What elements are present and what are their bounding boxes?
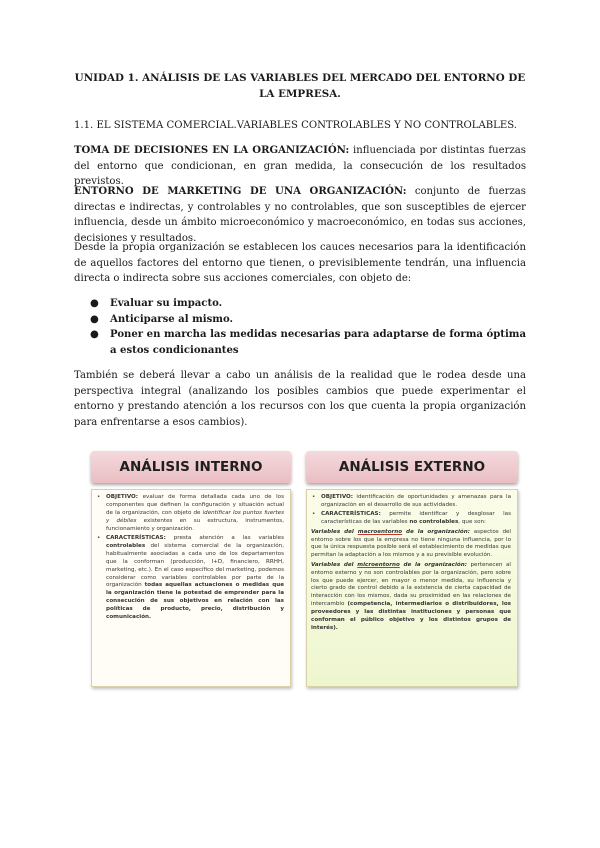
objetivo-text-2: existentes en su estructura, instrumentos, funcionamiento y organización. <box>106 517 284 532</box>
caracteristicas-text-2: , que son: <box>458 519 486 526</box>
caracteristicas-bold: no controlables <box>409 519 459 526</box>
list-item <box>311 511 511 527</box>
list-item <box>74 296 526 312</box>
list-item <box>311 494 511 510</box>
objetivo-label: OBJETIVO: <box>106 494 139 500</box>
macroentorno-block <box>311 529 511 561</box>
caracteristicas-text: permite identificar y desglosar las características de las variables <box>321 511 511 526</box>
lead-term: ENTORNO DE MARKETING DE UNA ORGANIZACIÓN: <box>74 186 407 197</box>
micro-bold: (competencia, intermediarios o distribuidores, los proveedores y las distintas instituciones y personas que conforman el público objetivo y los distintos grupos de interés). <box>311 601 511 631</box>
paragraph-analisis: También se deberá llevar a cabo un análisis de la realidad que le rodea desde una perspectiva integral (analizando los posibles cambios que puede experimentar el entorno y prestando atención a los recursos con los que cuenta la propia organización para enfrentarse a esos cambios). <box>74 370 526 428</box>
macro-label-term: macroentorno <box>357 528 403 535</box>
objetivo-text: evaluar de forma detallada cada uno de los componentes que definen la configuración y situación actual de la organización, con objeto de <box>106 494 284 516</box>
caracteristicas-bold: controlables <box>106 542 146 549</box>
section-subheading: 1.1. EL SISTEMA COMERCIAL.VARIABLES CONTROLABLES Y NO CONTROLABLES. <box>74 120 518 131</box>
list-item-text: Anticiparse al mismo. <box>110 313 234 325</box>
caracteristicas-text-2: del sistema comercial de la organización, habitualmente asociadas a cada uno de los departamentos que la conforman (producción, I+D, financiero, RRHH, marketing, etc.). En el caso específico del marketing, podemos considerar como variables controlables por parte de la organización <box>106 542 284 589</box>
paragraph-decisiones <box>74 143 526 190</box>
analysis-figure <box>88 443 522 696</box>
micro-label-pre: Variables del <box>311 561 358 568</box>
list-item <box>74 312 526 328</box>
internal-analysis-panel <box>91 451 291 687</box>
paragraph-text: conjunto de fuerzas directas e indirectas, y controlables y no controlables, que son susceptibles de ejercer influencia, desde un ámbito microeconómico y macroeconómico, en todas sus acciones, decisiones y resultados. <box>74 186 526 244</box>
bullet-icon: ● <box>90 298 99 309</box>
macro-label-pre: Variables del <box>311 528 358 535</box>
paragraph-text: influenciada por distintas fuerzas del entorno que condicionan, en gran medida, la consecución de los resultados previstos. <box>74 145 526 188</box>
lead-term: TOMA DE DECISIONES EN LA ORGANIZACIÓN: <box>74 145 350 156</box>
bullet-icon: ● <box>90 313 99 325</box>
list-item-text: Poner en marcha las medidas necesarias para adaptarse de forma óptima a estos condicionantes <box>110 329 526 356</box>
list-item-text: Evaluar su impacto. <box>110 298 223 309</box>
external-analysis-panel <box>306 451 518 687</box>
external-analysis-heading: ANÁLISIS EXTERNO <box>306 451 518 483</box>
internal-analysis-heading: ANÁLISIS INTERNO <box>91 451 291 483</box>
bullet-icon: • <box>97 494 101 500</box>
objectives-list <box>74 296 526 358</box>
macro-label-post: de la organización: <box>402 528 470 535</box>
micro-label-term: microentorno <box>357 561 400 568</box>
external-analysis-body <box>306 489 518 687</box>
objetivo-text: identificación de oportunidades y amenazas para la organización en el desarrollo de sus actividades. <box>321 494 511 508</box>
internal-analysis-body <box>91 489 291 687</box>
paragraph-organizacion: Desde la propia organización se establecen los cauces necesarios para la identificación de aquellos factores del entorno que tienen, o previsiblemente tendrán, una influencia directa o indirecta sobre sus acciones comerciales, con objeto de: <box>74 242 526 285</box>
list-item <box>96 535 284 622</box>
bullet-icon: • <box>312 511 316 518</box>
paragraph-entorno <box>74 184 526 246</box>
caracteristicas-label: CARACTERÍSTICAS: <box>321 511 381 518</box>
macro-text: aspectos del entorno sobre los que la empresa no tiene ninguna influencia, por lo que la única respuesta posible será el establecimiento de medidas que permitan la adaptación a los mismos y a su previsible evolución. <box>311 528 511 559</box>
list-item <box>96 494 284 534</box>
objetivo-italic: identificar los puntos fuertes y débiles <box>106 509 284 524</box>
bullet-icon: • <box>312 494 316 500</box>
micro-text: pertenecen al entorno externo y no son controlables por la organización, pero sobre los que puede ejercer, en mayor o menor medida, su influencia y cierto grado de control debido a la existencia de cierta capacidad de interacción con los mismos, dada su proximidad en las relaciones de intercambio <box>311 561 511 608</box>
microentorno-block <box>311 562 511 633</box>
caracteristicas-label: CARACTERÍSTICAS: <box>106 535 166 542</box>
bullet-icon: ● <box>90 329 99 341</box>
caracteristicas-bold-2: todas aquellas actuaciones o medidas que la organización tiene la potestad de emprender para la consecución de sus objetivos en relación con las políticas de producto, precio, distribución y comunicación. <box>106 582 284 621</box>
micro-label-post: de la organización: <box>399 561 467 568</box>
page-title: UNIDAD 1. ANÁLISIS DE LAS VARIABLES DEL MERCADO DEL ENTORNO DE LA EMPRESA. <box>74 72 526 100</box>
objetivo-label: OBJETIVO: <box>321 494 354 500</box>
bullet-icon: • <box>97 535 101 542</box>
caracteristicas-text: presta atención a las variables <box>165 535 284 542</box>
list-item <box>74 327 526 358</box>
